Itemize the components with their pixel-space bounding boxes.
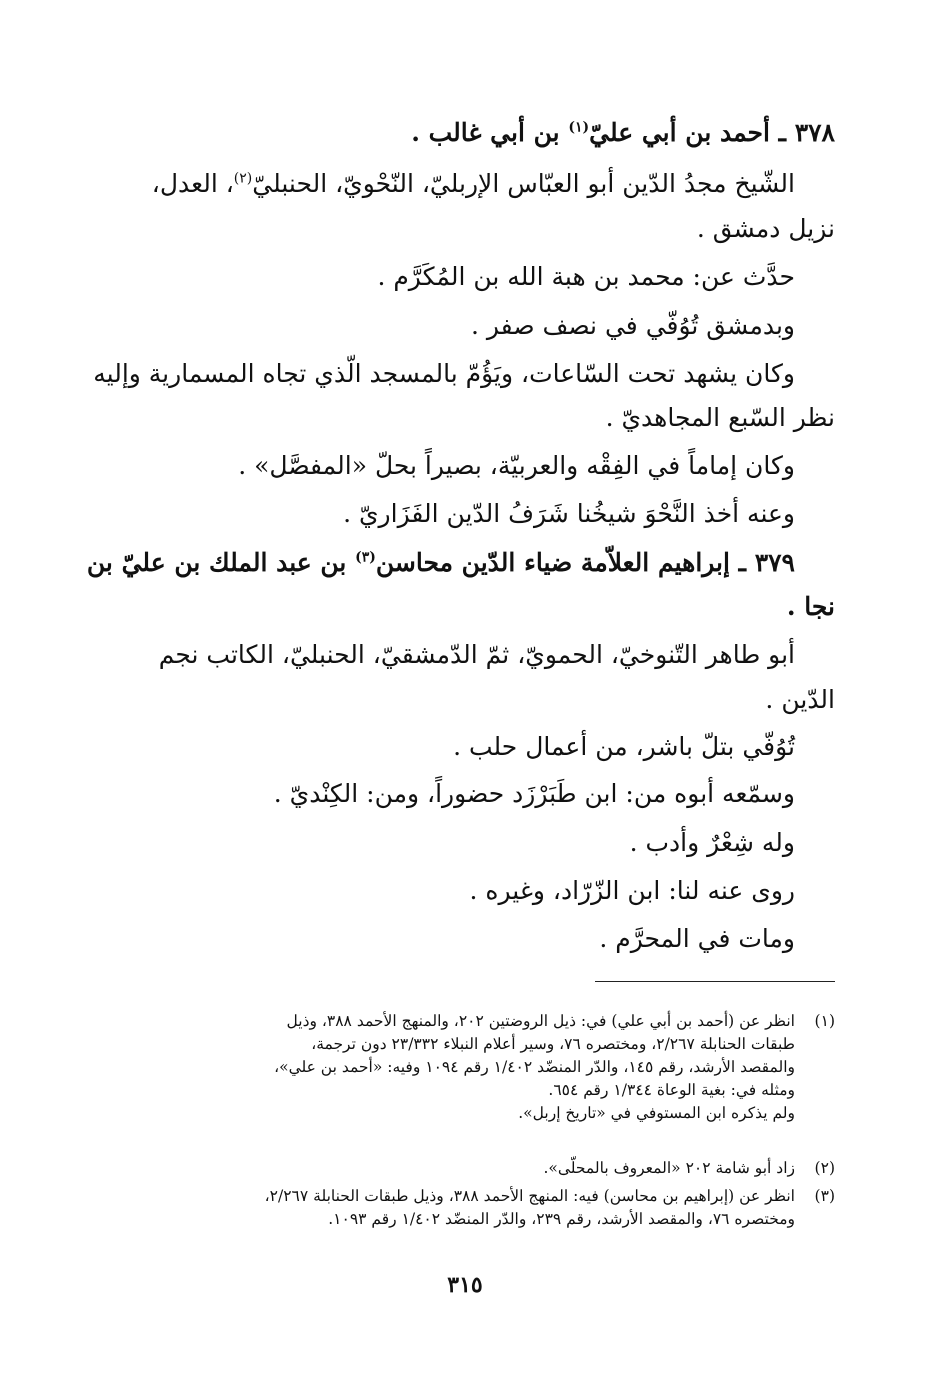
paragraph-line: نظر السّبع المجاهديّ . [605,403,835,432]
page-number: ٣١٥ [447,1272,483,1298]
footnote-2 [95,1157,835,1181]
footnote-line: انظر عن (إبراهيم بن محاسن) فيه: المنهج الأحمد ٣٨٨، وذيل طبقات الحنابلة ٢/٢٦٧، [264,1187,795,1205]
paragraph-line: تُوُفّي بتلّ باشر، من أعمال حلب . [453,732,795,761]
entry-heading-part: بن أبي غالب . [411,118,569,147]
entry-378-heading [411,116,835,150]
paragraph-line: وله شِعْرٌ وأدب . [629,828,795,857]
footnote-text [95,1010,795,1125]
paragraph-line: وكان يشهد تحت السّاعات، ويَؤُمّ بالمسجد الّذي تجاه المسمارية وإليه [93,359,795,388]
footnote-text [95,1185,795,1231]
footnote-1 [95,1010,835,1130]
paragraph-line: ومات في المحرَّم . [599,924,795,953]
footnote-3 [95,1185,835,1235]
paragraph-line: حدَّث عن: محمد بن هبة الله بن المُكَرَّم . [377,262,795,291]
paragraph-line [95,167,795,201]
paragraph-line: نزيل دمشق . [696,214,835,243]
paragraph-line: الدّين . [765,685,835,714]
footnote-separator [595,981,835,982]
paragraph-line: أبو طاهر التّنوخيّ، الحمويّ، ثمّ الدّمشقيّ، الحنبليّ، الكاتب نجم [158,640,795,669]
paragraph-line: روى عنه لنا: ابن الزّرّاد، وغيره . [469,876,795,905]
footnote-line: ولم يذكره ابن المستوفي في «تاريخ إربل». [518,1104,795,1122]
entry-heading-part: ٣٧٨ ـ أحمد بن أبي عليّ [589,118,835,147]
footnote-ref: (٢) [233,170,253,187]
footnote-line: ومختصره ٧٦، والمقصد الأرشد، رقم ٢٣٩، والدّر المنضّد ١/٤٠٢ رقم ١٠٩٣. [328,1210,795,1228]
footnote-line: ومثله في: بغية الوعاة ١/٣٤٤ رقم ٦٥٤. [548,1081,795,1099]
footnote-line: زاد أبو شامة ٢٠٢ «المعروف بالمحلّى». [543,1159,795,1177]
footnote-line: طبقات الحنابلة ٢/٢٦٧، ومختصره ٧٦، وسير أعلام النبلاء ٢٣/٣٣٢ دون ترجمة، [311,1035,795,1053]
line-text: ، العدل، [151,169,234,198]
entry-379-heading [86,546,795,580]
footnote-ref: (١) [568,119,590,136]
footnote-number: (٣) [814,1187,835,1205]
entry-heading-part: بن عبد الملك بن عليّ بن [86,548,356,577]
paragraph-line: وعنه أخذ النَّحْوَ شيخُنا شَرَفُ الدّين الفَزَاريّ . [343,499,795,528]
paragraph-line: وكان إماماً في الفِقْه والعربيّة، بصيراً بحلّ «المفصَّل» . [238,451,795,480]
footnote-line: انظر عن (أحمد بن أبي علي) في: ذيل الروضتين ٢٠٢، والمنهج الأحمد ٣٨٨، وذيل [286,1012,795,1030]
paragraph-line: وبدمشق تُوُفّي في نصف صفر . [470,311,795,340]
paragraph-line: وسمّعه أبوه من: ابن طَبَرْزَد حضوراً، ومن: الكِنْديّ . [273,779,795,808]
footnote-ref: (٣) [355,549,376,566]
entry-heading-part: ٣٧٩ ـ إبراهيم العلاّمة ضياء الدّين محاسن [375,548,795,577]
footnote-number: (٢) [814,1159,835,1177]
footnote-number: (١) [814,1012,835,1030]
footnote-line: والمقصد الأرشد، رقم ١٤٥، والدّر المنضّد ١/٤٠٢ رقم ١٠٩٤ وفيه: «أحمد بن علي»، [274,1058,795,1076]
line-text: الشّيخ مجدُ الدّين أبو العبّاس الإربليّ، النّحْويّ، الحنبليّ [252,169,795,198]
footnote-text [95,1157,795,1180]
entry-379-heading-cont: نجا . [786,592,835,621]
